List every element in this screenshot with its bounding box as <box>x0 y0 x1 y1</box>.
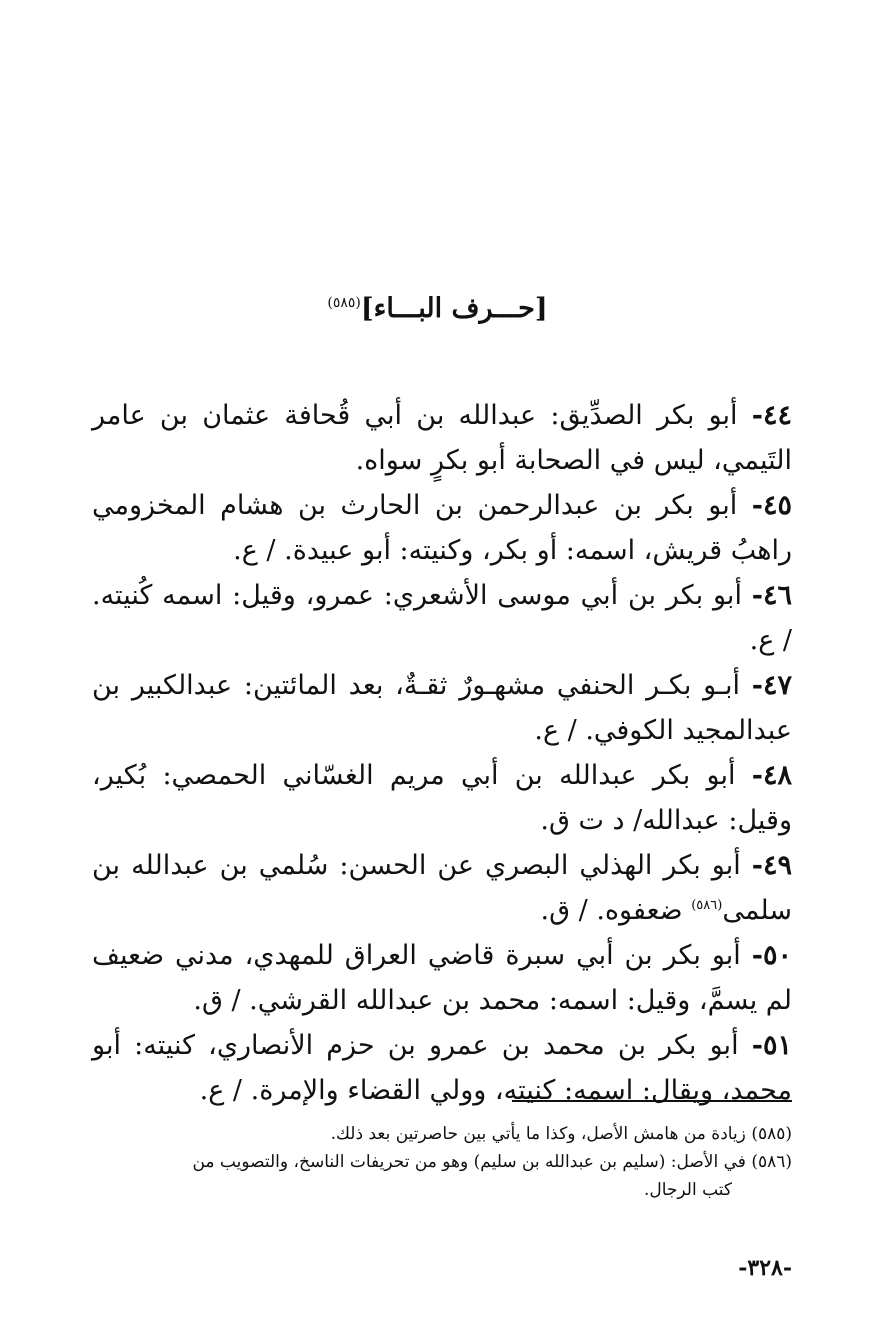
page-number: -٣٢٨- <box>738 1255 792 1281</box>
footnote-text: في الأصل: (سليم بن عبدالله بن سليم) وهو من تحريفات الناسخ، والتصويب من <box>192 1152 746 1172</box>
entry-number: ٤٧- <box>751 670 792 701</box>
footnotes <box>92 1120 792 1204</box>
entries-list <box>92 393 792 1113</box>
entry-text: أبو بكر الصدِّيق: عبدالله بن أبي قُحافة عثمان بن عامر التَيمي، ليس في الصحابة أبو بكرٍ سواه. <box>92 400 792 476</box>
footnote-marker: (٥٨٥) <box>751 1124 792 1144</box>
entry-50 <box>92 933 792 1023</box>
footnote-text-continued: كتب الرجال. <box>643 1180 732 1200</box>
entry-text: أبو بكر بن محمد بن عمرو بن حزم الأنصاري، كنيته: أبو محمد، ويقال: اسمه: كنيته، وولي القضاء والإمرة. / ع. <box>92 1030 792 1106</box>
entry-47 <box>92 663 792 753</box>
section-heading <box>0 283 875 329</box>
entry-45 <box>92 483 792 573</box>
entry-text-continued: ضعفوه. / ق. <box>540 895 692 926</box>
footnote-reference: (٥٨٥) <box>327 295 361 311</box>
footnote-586-continued <box>92 1176 792 1204</box>
entry-text: أبو بكر بن عبدالرحمن بن الحارث بن هشام المخزومي راهبُ قريش، اسمه: أو بكر، وكنيته: أبو عبيدة. / ع. <box>92 490 792 566</box>
entry-49 <box>92 843 792 933</box>
entry-number: ٥٠- <box>751 940 792 971</box>
entry-number: ٤٦- <box>751 580 792 611</box>
entry-48 <box>92 753 792 843</box>
entry-number: ٤٩- <box>751 850 792 881</box>
entry-text: أبـو بكـر الحنفي مشهـورٌ ثقـةٌ، بعد المائتين: عبدالكبير بن عبدالمجيد الكوفي. / ع. <box>92 670 792 746</box>
entry-44 <box>92 393 792 483</box>
entry-text: أبو بكر الهذلي البصري عن الحسن: سُلمي بن عبدالله بن سلمى <box>92 850 792 926</box>
entry-text: أبو بكر بن أبي موسى الأشعري: عمرو، وقيل: اسمه كُنيته. / ع. <box>92 580 792 656</box>
section-heading-title: [حـــرف البـــاء] <box>360 293 548 324</box>
entry-number: ٤٥- <box>751 490 792 521</box>
entry-number: ٥١- <box>751 1030 792 1061</box>
footnote-text: زيادة من هامش الأصل، وكذا ما يأتي بين حاصرتين بعد ذلك. <box>330 1124 746 1144</box>
entry-number: ٤٨- <box>751 760 792 791</box>
entry-46 <box>92 573 792 663</box>
footnote-reference: (٥٨٦) <box>691 898 723 913</box>
footnote-marker: (٥٨٦) <box>751 1152 792 1172</box>
entry-number: ٤٤- <box>751 400 792 431</box>
footnote-divider <box>512 1100 792 1102</box>
footnote-585 <box>92 1120 792 1148</box>
entry-text: أبو بكر عبدالله بن أبي مريم الغسّاني الحمصي: بُكير، وقيل: عبدالله/ د ت ق. <box>92 760 792 836</box>
footnote-586 <box>92 1148 792 1176</box>
entry-text: أبو بكر بن أبي سبرة قاضي العراق للمهدي، مدني ضعيف لم يسمَّ، وقيل: اسمه: محمد بن عبدالله القرشي. / ق. <box>92 940 792 1016</box>
